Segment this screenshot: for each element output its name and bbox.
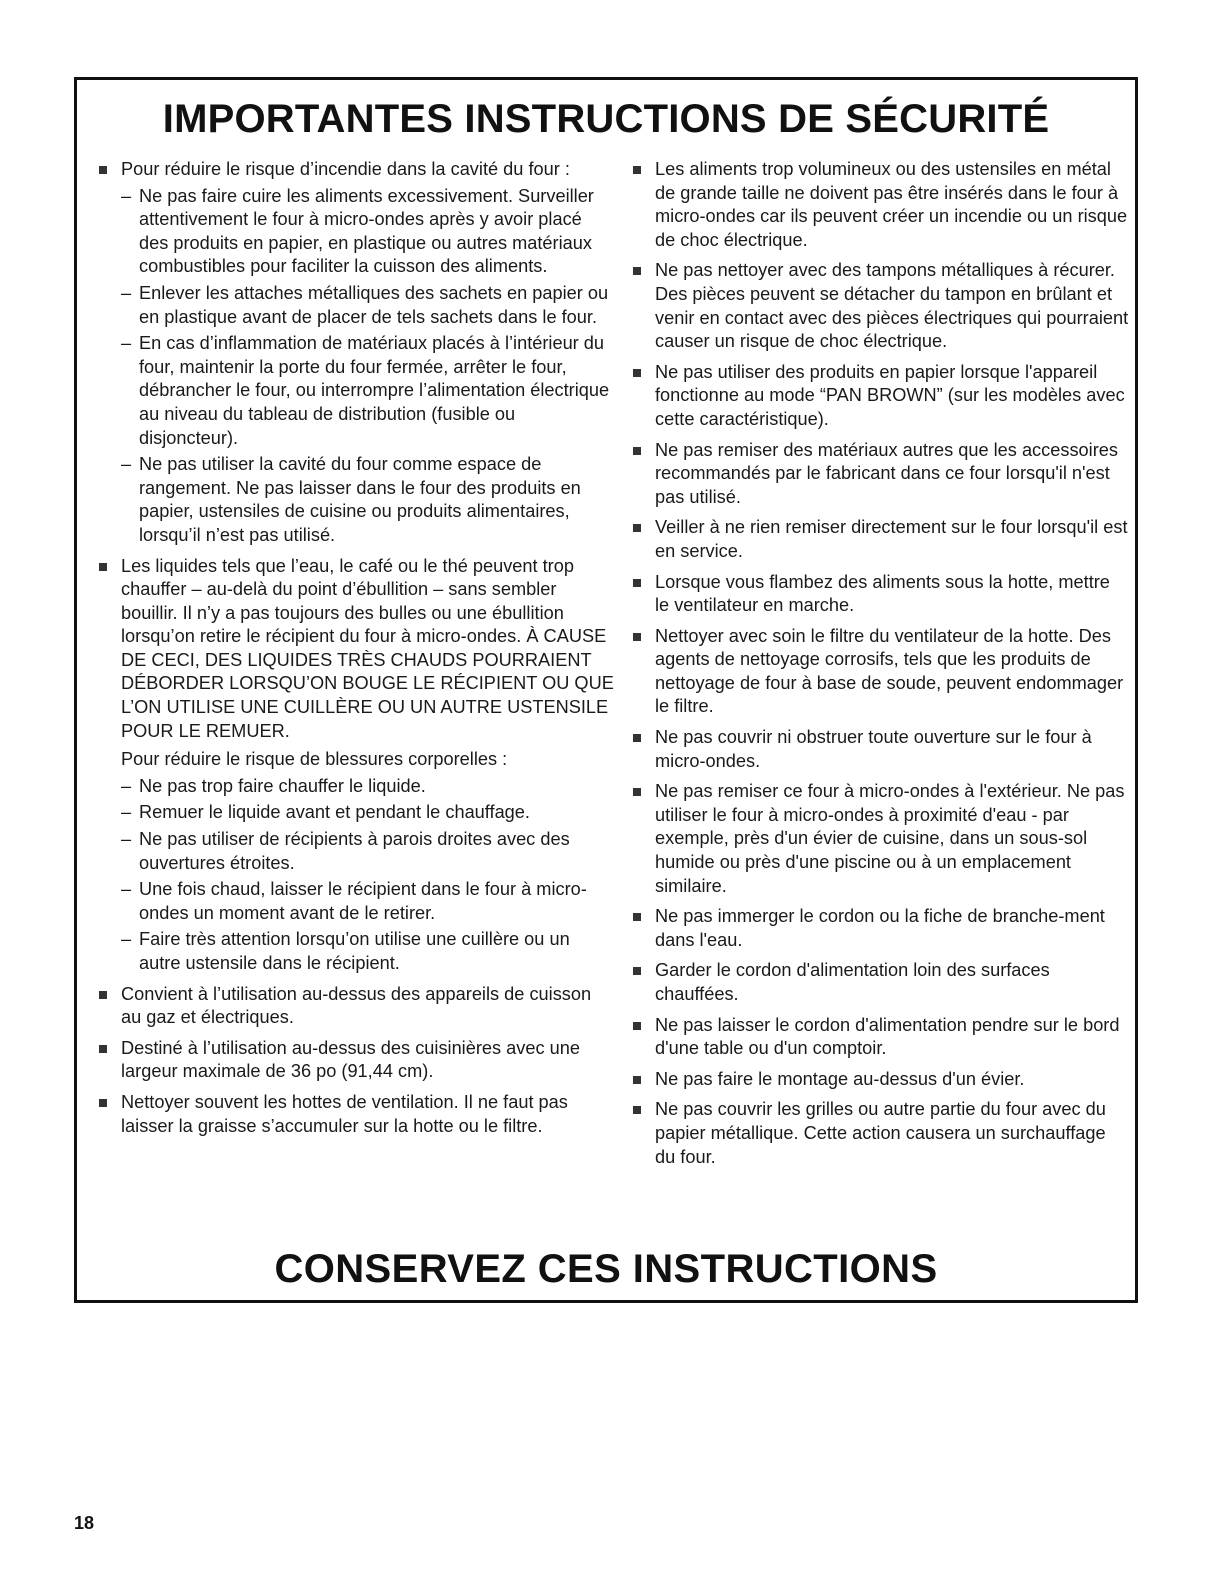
item-text: Ne pas nettoyer avec des tampons métalliques à récurer. Des pièces peuvent se détacher du tampon en brûlant et venir en contact avec des pièces électriques qui pourraient causer un risque de choc électrique. [655, 260, 1129, 352]
list-item [629, 905, 1129, 952]
item-text: Nettoyer avec soin le filtre du ventilateur de la hotte. Des agents de nettoyage corrosifs, tels que les produits de nettoyage de four à base de soude, peuvent endommager le filtre. [655, 625, 1124, 717]
list-item [629, 625, 1129, 719]
list-item [629, 1068, 1129, 1092]
sub-item: – Ne pas trop faire chauffer le liquide. [121, 775, 615, 799]
sub-item: – Remuer le liquide avant et pendant le chauffage. [121, 801, 615, 825]
item-text: Ne pas couvrir les grilles ou autre partie du four avec du papier métallique. Cette action causera un surchauffage du four. [655, 1099, 1106, 1167]
square-bullet-icon [99, 1045, 107, 1053]
item-text: Veiller à ne rien remiser directement sur le four lorsqu'il est en service. [655, 517, 1128, 561]
square-bullet-icon [633, 788, 641, 796]
item-text: Lorsque vous flambez des aliments sous la hotte, mettre le ventilateur en marche. [655, 571, 1110, 616]
dash-icon: – [121, 454, 132, 475]
list-item [95, 1037, 615, 1084]
dash-icon: – [121, 802, 132, 823]
item-text: Garder le cordon d'alimentation loin des surfaces chauffées. [655, 960, 1050, 1004]
list-item [629, 571, 1129, 618]
list-item [629, 259, 1129, 353]
item-text: Les aliments trop volumineux ou des ustensiles en métal de grande taille ne doivent pas être insérés dans le four à micro-ondes car ils peuvent créer un incendie ou un risque de choc électrique. [655, 159, 1128, 250]
item-text: Ne pas remiser des matériaux autres que les accessoires recommandés par le fabricant dans ce four lorsqu'il n'est pas utilisé. [655, 439, 1118, 507]
sub-item: – Enlever les attaches métalliques des sachets en papier ou en plastique avant de placer de tels sachets dans le four. [121, 282, 609, 327]
list-item [629, 959, 1129, 1006]
dash-icon: – [121, 333, 132, 354]
list-item [95, 158, 615, 548]
square-bullet-icon [633, 1106, 641, 1114]
sub-item: – Ne pas faire cuire les aliments excessivement. Surveiller attentivement le four à micro-ondes après y avoir placé des produits en papier, en plastique ou autres matériaux combustibles pour faciliter la cuisson des aliments. [121, 185, 594, 277]
square-bullet-icon [633, 734, 641, 742]
square-bullet-icon [633, 166, 641, 174]
square-bullet-icon [99, 1099, 107, 1107]
list-item [95, 1091, 615, 1138]
dash-icon: – [121, 185, 132, 206]
square-bullet-icon [633, 524, 641, 532]
dash-icon: – [121, 929, 132, 950]
left-column [95, 158, 615, 1145]
item-text: Ne pas couvrir ni obstruer toute ouverture sur le four à micro-ondes. [655, 727, 1092, 771]
list-item [629, 780, 1129, 898]
square-bullet-icon [99, 991, 107, 999]
sub-item: – En cas d’inflammation de matériaux placés à l’intérieur du four, maintenir la porte du four fermée, arrêter le four, débrancher le four, ou interrompre l’alimentation électrique au niveau du tableau de distribution (fusible ou disjoncteur). [121, 333, 610, 448]
page-number: 18 [74, 1513, 95, 1533]
item-text: Ne pas immerger le cordon ou la fiche de branche-ment dans l'eau. [655, 906, 1105, 950]
item-text: Les liquides tels que l’eau, le café ou le thé peuvent trop chauffer – au-delà du point d’ébullition – sans sembler bouillir. Il n’y a pas toujours des bulles ou une ébullition lorsqu’on retire le récipient du four à micro-ondes. À CAUSE DE CECI, DES LIQUIDES TRÈS CHAUDS POURRAIENT DÉBORDER LORSQU’ON BOUGE LE RÉCIPIENT OU QUE L’ON UTILISE UNE CUILLÈRE OU UN AUTRE USTENSILE POUR LE REMUER. [121, 555, 614, 741]
item-text: Pour réduire le risque d’incendie dans la cavité du four : [121, 159, 570, 179]
right-column [629, 158, 1129, 1176]
dash-icon: – [121, 775, 132, 796]
item-text: Ne pas faire le montage au-dessus d'un évier. [655, 1068, 1025, 1089]
item-text: Ne pas laisser le cordon d'alimentation pendre sur le bord d'une table ou d'un comptoir. [655, 1014, 1120, 1059]
dash-icon: – [121, 282, 132, 303]
list-item [95, 983, 615, 1030]
list-item [629, 361, 1129, 432]
item-paragraph: Pour réduire le risque de blessures corporelles : [121, 749, 508, 770]
sub-item: – Faire très attention lorsqu’on utilise une cuillère ou un autre ustensile dans le récipient. [121, 929, 570, 973]
item-text: Destiné à l’utilisation au-dessus des cuisinières avec une largeur maximale de 36 po (91,44 cm). [121, 1037, 580, 1082]
square-bullet-icon [633, 633, 641, 641]
square-bullet-icon [633, 267, 641, 275]
item-text: Ne pas utiliser des produits en papier lorsque l'appareil fonctionne au mode “PAN BROWN” (sur les modèles avec cette caractéristique). [655, 361, 1125, 429]
safety-box [74, 77, 1138, 1303]
sub-item: – Une fois chaud, laisser le récipient dans le four à micro-ondes un moment avant de le retirer. [121, 879, 587, 923]
square-bullet-icon [633, 1022, 641, 1030]
list-item [629, 726, 1129, 773]
list-item [629, 1014, 1129, 1061]
footer-title: CONSERVEZ CES INSTRUCTIONS [274, 1247, 938, 1291]
item-text: Ne pas remiser ce four à micro-ondes à l'extérieur. Ne pas utiliser le four à micro-ondes à proximité d'eau - par exemple, près d'un évier de cuisine, dans un sous-sol humide ou près d'une piscine ou à un emplacement similaire. [655, 781, 1125, 896]
square-bullet-icon [633, 913, 641, 921]
sub-item: – Ne pas utiliser de récipients à parois droites avec des ouvertures étroites. [121, 829, 570, 873]
square-bullet-icon [633, 447, 641, 455]
item-text: Nettoyer souvent les hottes de ventilation. Il ne faut pas laisser la graisse s’accumuler sur la hotte ou le filtre. [121, 1091, 568, 1136]
list-item [95, 555, 615, 976]
sub-item: – Ne pas utiliser la cavité du four comme espace de rangement. Ne pas laisser dans le four des produits en papier, ustensiles de cuisine ou produits alimentaires, lorsqu’il n’est pas utilisé. [121, 454, 581, 545]
square-bullet-icon [633, 1076, 641, 1084]
square-bullet-icon [99, 563, 107, 571]
item-text: Convient à l’utilisation au-dessus des appareils de cuisson au gaz et électriques. [121, 983, 592, 1028]
square-bullet-icon [633, 369, 641, 377]
list-item [629, 516, 1129, 563]
square-bullet-icon [633, 967, 641, 975]
square-bullet-icon [99, 166, 107, 174]
page-title: IMPORTANTES INSTRUCTIONS DE SÉCURITÉ [162, 97, 1050, 141]
dash-icon: – [121, 829, 132, 850]
square-bullet-icon [633, 579, 641, 587]
dash-icon: – [121, 879, 132, 900]
list-item [629, 439, 1129, 510]
list-item [629, 1098, 1129, 1169]
list-item [629, 158, 1129, 252]
